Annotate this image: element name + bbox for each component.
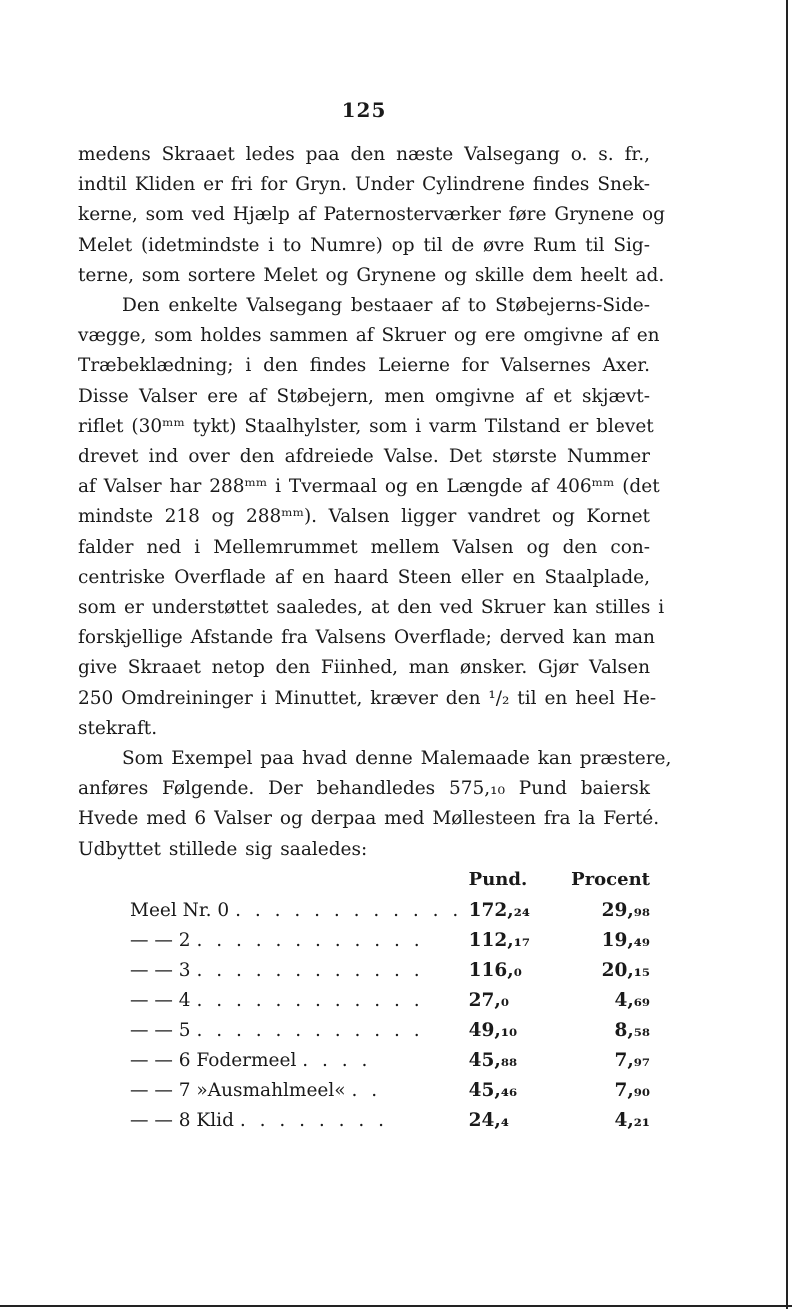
- procent-header: Procent: [571, 868, 650, 890]
- pund-value: 45,₈₈: [468, 1050, 518, 1072]
- row-label: — — 2: [130, 930, 191, 952]
- text-line: anføres Følgende. Der behandledes 575,₁₀ Pund baiersk: [78, 778, 650, 800]
- procent-value: 29,₉₈: [601, 900, 650, 922]
- leader-dots: . . . . . . . . . . . .: [196, 960, 424, 982]
- book-page: [78, 98, 672, 1136]
- text-line: kerne, som ved Hjælp af Paternosterværker føre Grynene og: [78, 204, 665, 226]
- table-row: [78, 956, 650, 986]
- text-line: som er understøttet saaledes, at den ved Skruer kan stilles i: [78, 597, 665, 619]
- text-line: Udbyttet stillede sig saaledes:: [78, 838, 368, 860]
- text-line: Melet (idetmindste i to Numre) op til de øvre Rum til Sig-: [78, 234, 650, 256]
- text-line: centriske Overflade af en haard Steen eller en Staalplade,: [78, 566, 650, 588]
- row-label: Meel Nr. 0: [130, 900, 230, 922]
- page-number: 125: [341, 98, 387, 122]
- procent-value: 4,₂₁: [614, 1110, 650, 1132]
- leader-dots: . . . . . . . . . . . .: [196, 1020, 424, 1042]
- text-line: Den enkelte Valsegang bestaaer af to Støbejerns-Side-: [122, 295, 650, 317]
- table-row: [78, 1106, 650, 1136]
- text-line: Disse Valser ere af Støbejern, men omgivne af et skjævt-: [78, 385, 650, 407]
- pund-value: 45,₄₆: [468, 1080, 518, 1102]
- row-label-cell: [78, 1046, 469, 1076]
- leader-dots: . .: [351, 1080, 382, 1102]
- paragraph: [78, 291, 665, 744]
- row-label: — — 3: [130, 960, 191, 982]
- table-row: [78, 926, 650, 956]
- label-header: [78, 869, 469, 896]
- text-line: stekraft.: [78, 717, 158, 739]
- pund-value: 172,₂₄: [468, 900, 530, 922]
- row-label: — — 4: [130, 990, 191, 1012]
- row-label-cell: [78, 1076, 469, 1106]
- leader-dots: . . . . . . . .: [239, 1110, 389, 1132]
- row-label: — — 8 Klid: [130, 1110, 234, 1132]
- pund-value: 116,₀: [468, 960, 522, 982]
- text-line: give Skraaet netop den Fiinhed, man ønsker. Gjør Valsen: [78, 657, 650, 679]
- text-line: vægge, som holdes sammen af Skruer og ere omgivne af en: [78, 325, 660, 347]
- yield-table: [78, 869, 650, 1136]
- paragraph: [78, 744, 672, 865]
- leader-dots: . . . . . . . . . . . .: [196, 930, 424, 952]
- page-edge-bottom: [0, 1305, 792, 1307]
- text-line: mindste 218 og 288ᵐᵐ). Valsen ligger vandret og Kornet: [78, 506, 650, 528]
- pund-value: 49,₁₀: [468, 1020, 518, 1042]
- procent-value: 7,₉₀: [614, 1080, 650, 1102]
- table-row: [78, 896, 650, 926]
- text-line: terne, som sortere Melet og Grynene og skille dem heelt ad.: [78, 264, 665, 286]
- text-line: Hvede med 6 Valser og derpaa med Møllesteen fra la Ferté.: [78, 808, 660, 830]
- procent-value: 8,₅₈: [614, 1020, 650, 1042]
- text-line: falder ned i Mellemrummet mellem Valsen og den con-: [78, 536, 650, 558]
- row-label-cell: [78, 926, 469, 956]
- row-label-cell: [78, 896, 469, 926]
- text-line: medens Skraaet ledes paa den næste Valsegang o. s. fr.,: [78, 144, 650, 165]
- text-line: drevet ind over den afdreiede Valse. Det største Nummer: [78, 446, 650, 468]
- procent-value: 20,₁₅: [601, 960, 650, 982]
- pund-value: 112,₁₇: [468, 930, 530, 952]
- table-row: [78, 986, 650, 1016]
- row-label-cell: [78, 986, 469, 1016]
- row-label: — — 6 Fodermeel: [130, 1050, 297, 1072]
- text-line: af Valser har 288ᵐᵐ i Tvermaal og en Længde af 406ᵐᵐ (det: [78, 476, 660, 498]
- table-row: [78, 1076, 650, 1106]
- row-label-cell: [78, 1106, 469, 1136]
- table-row: [78, 1016, 650, 1046]
- row-label: — — 7 »Ausmahlmeel«: [130, 1080, 346, 1102]
- procent-value: 4,₆₉: [614, 990, 650, 1012]
- row-label-cell: [78, 956, 469, 986]
- procent-value: 19,₄₉: [601, 930, 650, 952]
- page-edge-right: [786, 0, 788, 1309]
- body-text: [78, 140, 672, 865]
- row-label: — — 5: [130, 1020, 191, 1042]
- pund-header: Pund.: [468, 868, 528, 890]
- text-line: forskjellige Afstande fra Valsens Overflade; derved kan man: [78, 627, 655, 649]
- pund-value: 27,₀: [468, 990, 509, 1012]
- table-row: [78, 1046, 650, 1076]
- pund-value: 24,₄: [468, 1110, 509, 1132]
- paragraph: [78, 140, 665, 291]
- yield-table-header: [78, 869, 650, 896]
- row-label-cell: [78, 1016, 469, 1046]
- text-line: 250 Omdreininger i Minuttet, kræver den ¹/₂ til en heel He-: [78, 687, 657, 709]
- leader-dots: . . . . . . . . . . . .: [235, 900, 463, 922]
- text-line: Træbeklædning; i den findes Leierne for Valsernes Axer.: [78, 355, 650, 377]
- leader-dots: . . . . . . . . . . . .: [196, 990, 424, 1012]
- leader-dots: . . . .: [302, 1050, 372, 1072]
- procent-value: 7,₉₇: [614, 1050, 650, 1072]
- text-line: riflet (30ᵐᵐ tykt) Staalhylster, som i varm Tilstand er blevet: [78, 415, 654, 437]
- text-line: indtil Kliden er fri for Gryn. Under Cylindrene findes Snek-: [78, 174, 650, 196]
- text-line: Som Exempel paa hvad denne Malemaade kan præstere,: [122, 748, 672, 770]
